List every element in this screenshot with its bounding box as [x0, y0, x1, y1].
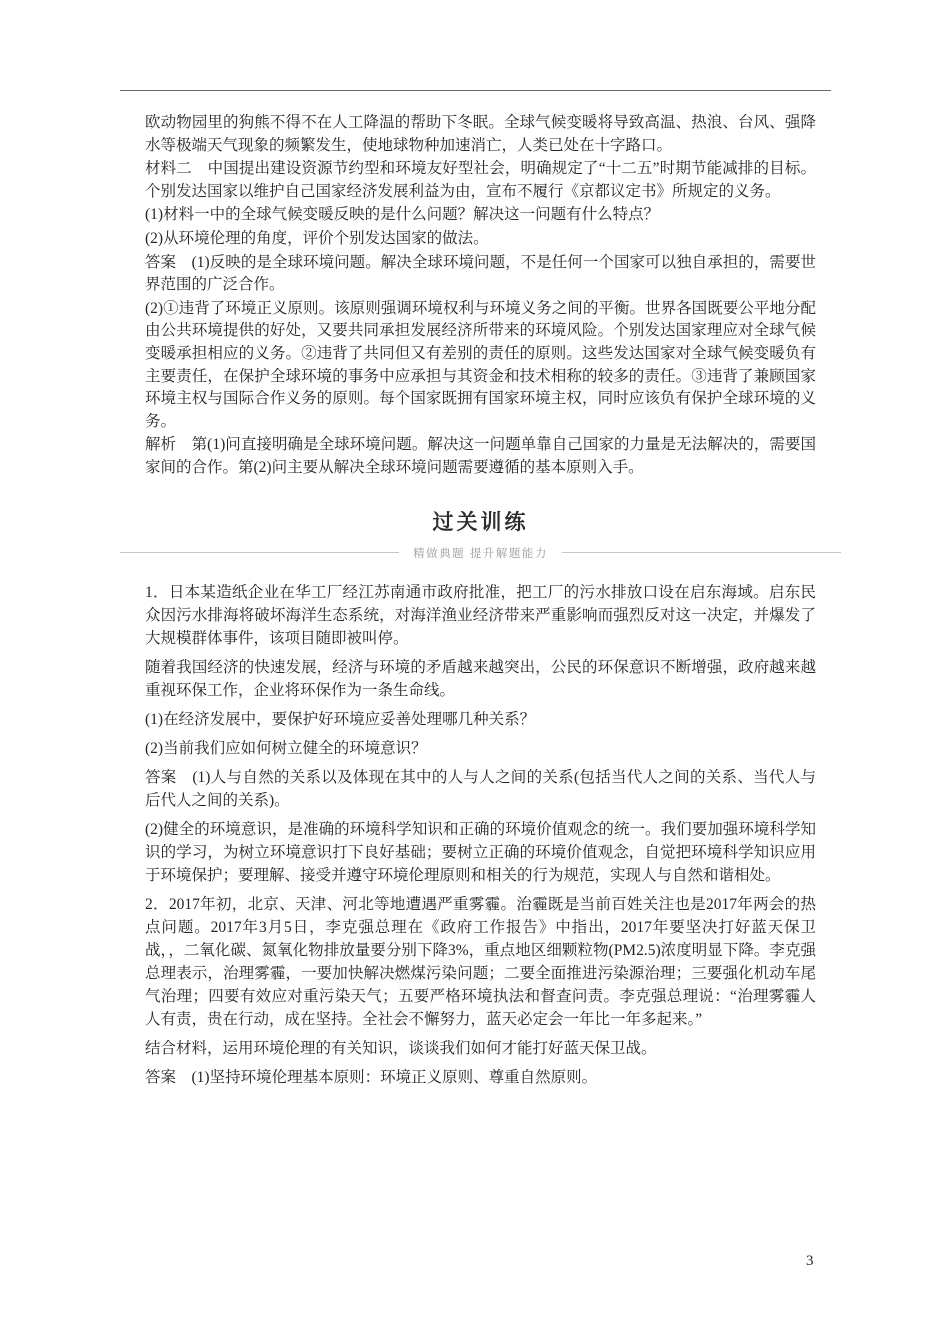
paragraph-exercise-2-answer: 答案 (1)坚持环境伦理基本原则：环境正义原则、尊重自然原则。 — [145, 1068, 598, 1086]
section-material-answers — [145, 112, 816, 480]
paragraph-exercise-2-question: 结合材料，运用环境伦理的有关知识，谈谈我们如何才能打好蓝天保卫战。 — [145, 1039, 657, 1057]
paragraph-exercise-1-answer-1: 答案 (1)人与自然的关系以及体现在其中的人与人之间的关系(包括当代人之间的关系、当代人与后代人之间的关系)。 — [145, 768, 816, 809]
paragraph-exercise-1-question-2: (2)当前我们应如何树立健全的环境意识？ — [145, 739, 427, 757]
page-content — [145, 112, 816, 1095]
paragraph-exercise-1-context: 随着我国经济的快速发展，经济与环境的矛盾越来越突出，公民的环保意识不断增强，政府越来越重视环保工作，企业将环保作为一条生命线。 — [145, 658, 816, 699]
paragraph-analysis: 解析 第(1)问直接明确是全球环境问题。解决这一问题单靠自己国家的力量是无法解决的，需要国家间的合作。第(2)问主要从解决全球环境问题需要遵循的基本原则入手。 — [145, 436, 816, 476]
section-subtitle: 精做典题 提升解题能力 — [413, 547, 548, 560]
paragraph-exercise-1: 1．日本某造纸企业在华工厂经江苏南通市政府批准，把工厂的污水排放口设在启东海域。启东民众因污水排海将破坏海洋生态系统，对海洋渔业经济带来严重影响而强烈反对这一决定，并爆发了大规模群体事件，该项目随即被叫停。 — [145, 583, 816, 647]
paragraph-exercise-1-question-1: (1)在经济发展中，要保护好环境应妥善处理哪几种关系？ — [145, 710, 536, 728]
section-title: 过关训练 — [432, 510, 529, 534]
section-subtitle-row — [120, 545, 841, 561]
page-number: 3 — [806, 1253, 814, 1269]
paragraph-answer-2: (2)①违背了环境正义原则。该原则强调环境权利与环境义务之间的平衡。世界各国既要公平地分配由公共环境提供的好处，又要共同承担发展经济所带来的环境风险。个别发达国家理应对全球气候变暖承担相应的义务。②违背了共同但又有差别的责任的原则。这些发达国家对全球气候变暖负有主要责任，在保护全球环境的事务中应承担与其资金和技术相称的较多的责任。③违背了兼顾国家环境主权与国际合作义务的原则。每个国家既拥有国家环境主权，同时应该负有保护全球环境的义务。 — [145, 299, 816, 430]
paragraph-answer-1: 答案 (1)反映的是全球环境问题。解决全球环境问题，不是任何一个国家可以独自承担的，需要世界范围的广泛合作。 — [145, 253, 816, 294]
top-divider-rule — [120, 90, 831, 91]
paragraph-exercise-2: 2．2017年初，北京、天津、河北等地遭遇严重雾霾。治霾既是当前百姓关注也是2017年两会的热点问题。2017年3月5日，李克强总理在《政府工作报告》中指出，2017年要坚决打好蓝天保卫战，，二氧化碳、氮氧化物排放量要分别下降3%，重点地区细颗粒物(PM2.5)浓度明显下降。李克强总理表示，治理雾霾，一要加快解决燃煤污染问题；二要全面推进污染源治理；三要强化机动车尾气治理；四要有效应对重污染天气；五要严格环境执法和督查问责。李克强总理说：“治理雾霾人人有责，贵在行动，成在坚持。全社会不懈努力，蓝天必定会一年比一年多起来。” — [145, 895, 816, 1028]
paragraph-question-2: (2)从环境伦理的角度，评价个别发达国家的做法。 — [145, 229, 489, 247]
paragraph-continuation: 欧动物园里的狗熊不得不在人工降温的帮助下冬眠。全球气候变暖将导致高温、热浪、台风、强降水等极端天气现象的频繁发生，使地球物种加速消亡，人类已处在十字路口。 — [145, 114, 816, 154]
section-training-exercises — [145, 581, 816, 1089]
paragraph-question-1: (1)材料一中的全球气候变暖反映的是什么问题？解决这一问题有什么特点？ — [145, 206, 660, 224]
paragraph-exercise-1-answer-2: (2)健全的环境意识，是准确的环境科学知识和正确的环境价值观念的统一。我们要加强环境科学知识的学习，为树立环境意识打下良好基础；要树立正确的环境价值观念，自觉把环境科学知识应用于环境保护；要理解、接受并遵守环境伦理原则和相关的行为规范，实现人与自然和谐相处。 — [145, 820, 816, 884]
section-header-training — [145, 506, 816, 561]
divider-line-right — [562, 552, 841, 553]
paragraph-material-2: 材料二 中国提出建设资源节约型和环境友好型社会，明确规定了“十二五”时期节能减排的目标。个别发达国家以维护自己国家经济发展利益为由，宣布不履行《京都议定书》所规定的义务。 — [145, 160, 816, 200]
divider-line-left — [120, 552, 399, 553]
